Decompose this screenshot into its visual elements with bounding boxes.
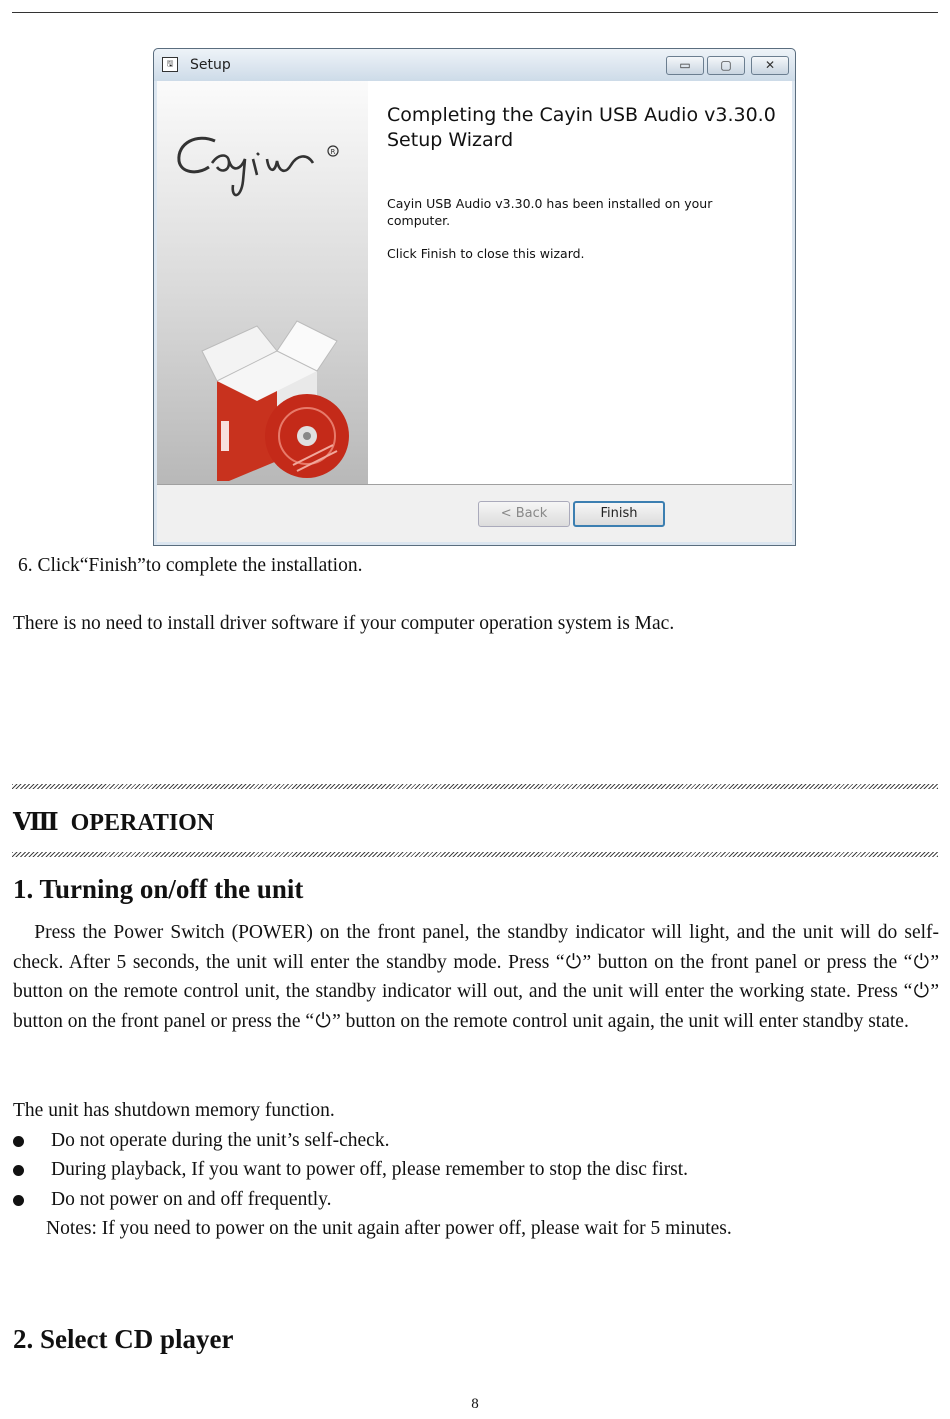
wizard-content — [368, 81, 792, 484]
close-button[interactable] — [751, 56, 789, 75]
title-bar[interactable] — [154, 49, 795, 81]
setup-dialog — [153, 48, 796, 546]
power-icon: ⏻ — [565, 951, 582, 973]
finish-hint: Click Finish to close this wizard. — [387, 246, 585, 261]
minimize-button[interactable] — [666, 56, 704, 75]
para-part-5: ” button on the remote control unit again, the unit will enter standby state. — [332, 1010, 909, 1032]
wizard-title: Completing the Cayin USB Audio v3.30.0 Setup Wizard — [387, 104, 776, 151]
software-box-cd-icon — [197, 311, 357, 481]
page-number: 8 — [471, 1396, 479, 1412]
bullet-icon — [13, 1136, 24, 1147]
hatch-rule-bottom — [12, 852, 938, 857]
list-item-text: Do not operate during the unit’s self-check. — [51, 1130, 390, 1151]
back-button[interactable]: < Back — [478, 501, 570, 527]
para-part-4: ” button on the front panel or press the “ — [13, 981, 939, 1032]
close-icon: ✕ — [764, 58, 776, 72]
para-part-1: Press the Power Switch (POWER) on the front panel, the standby indicator will light, and the unit will do self-check. After 5 seconds, the unit will enter the standby mode. Press “ — [13, 922, 940, 973]
power-icon: ⏻ — [315, 1010, 331, 1032]
mac-note: There is no need to install driver software if your computer operation system is Mac. — [13, 613, 675, 634]
power-icon: ⏻ — [913, 951, 930, 973]
para-part-3: ” button on the remote control unit, the standby indicator will out, and the unit will enter the working state. Press “ — [13, 951, 939, 1002]
wizard-side-panel — [157, 81, 368, 484]
list-item-text: Do not power on and off frequently. — [51, 1189, 332, 1210]
window-title: Setup — [190, 57, 231, 73]
minimize-icon: ▭ — [679, 58, 691, 72]
button-separator — [157, 484, 792, 485]
bullet-icon — [13, 1165, 24, 1176]
installed-message: Cayin USB Audio v3.30.0 has been installed on your computer. — [387, 196, 713, 228]
top-rule — [12, 12, 938, 13]
maximize-button[interactable] — [707, 56, 745, 75]
heading-select-cd: 2. Select CD player — [13, 1324, 234, 1354]
setup-app-icon: 🖫 — [162, 57, 178, 72]
section-title: OPERATION — [70, 810, 215, 836]
section-heading — [13, 806, 214, 839]
heading-turning-on-off: 1. Turning on/off the unit — [13, 874, 304, 904]
hatch-rule-top — [12, 784, 938, 789]
finish-button[interactable]: Finish — [573, 501, 665, 527]
power-icon: ⏻ — [913, 981, 930, 1002]
notes-text: Notes: If you need to power on the unit again after power off, please wait for 5 minutes. — [46, 1218, 732, 1239]
memory-text: The unit has shutdown memory function. — [13, 1100, 335, 1121]
dialog-client — [157, 81, 792, 542]
section-roman-numeral: Ⅷ — [13, 807, 59, 836]
maximize-icon: ▢ — [720, 58, 732, 72]
svg-text:R: R — [330, 148, 336, 156]
bullet-icon — [13, 1195, 24, 1206]
power-paragraph — [13, 918, 939, 1036]
para-part-2: ” button on the front panel or press the “ — [582, 951, 913, 973]
list-item-text: During playback, If you want to power off, please remember to stop the disc first. — [51, 1159, 689, 1180]
step-6-text: 6. Click“Finish”to complete the installation. — [18, 555, 363, 576]
